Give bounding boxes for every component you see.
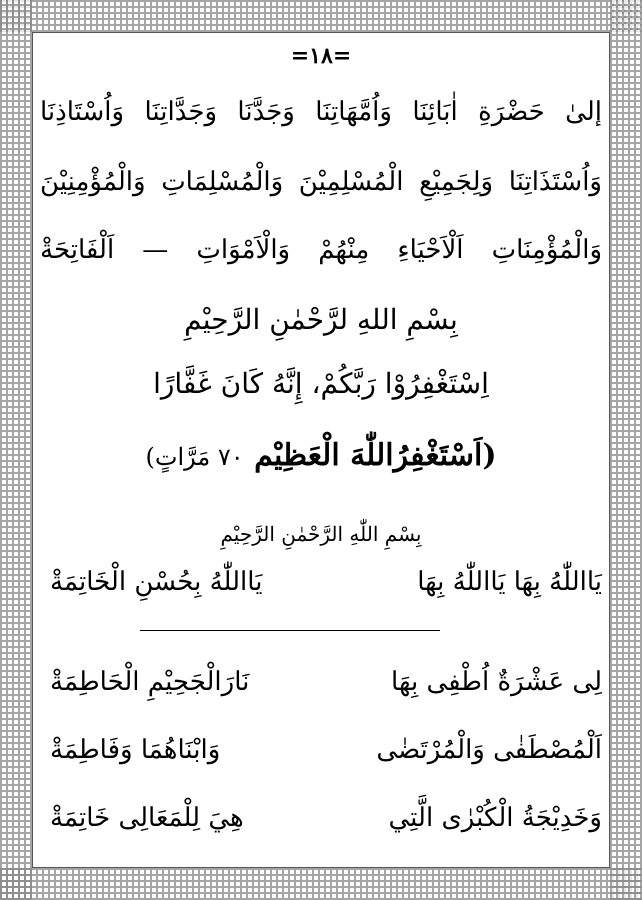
decorative-border-right bbox=[610, 0, 642, 900]
verse-2-first-half: اَلْمُصْطَفٰى وَالْمُرْتَضٰى bbox=[376, 735, 602, 765]
decorative-border-bottom bbox=[0, 868, 642, 900]
decorative-border-top bbox=[0, 0, 642, 32]
quran-verse: اِسْتَغْفِرُوْا رَبَّكُمْ، إِنَّهُ كَانَ غَفَّارًا bbox=[153, 367, 489, 400]
basmala-calligraphy: بِسْمِ اللّٰهِ الرَّحْمٰنِ الرَّحِيْمِ bbox=[220, 522, 422, 546]
text-line-3: وَالْمُؤْمِنَاتِ اَلْاَحْيَاءِ مِنْهُمْ وَالْاَمْوَاتِ — اَلْفَاتِحَةْ bbox=[40, 235, 602, 265]
poem-verse-2 bbox=[40, 728, 602, 772]
verse-3-first-half: وَخَدِيْجَةُ الْكُبْرٰى الَّتِي bbox=[388, 803, 602, 833]
poem-verse-3 bbox=[40, 796, 602, 840]
verse-3-second-half: هِيَ لِلْمَعَالِى خَاتِمَةْ bbox=[50, 803, 244, 833]
verse-2-second-half: وَابْنَاهُمَا وَفَاطِمَةْ bbox=[50, 735, 221, 765]
poem-verse-1 bbox=[40, 660, 602, 704]
poem-section bbox=[40, 34, 602, 864]
istighfar-text: (اَسْتَغْفِرُاللّٰهَ الْعَظِيْم bbox=[254, 438, 497, 473]
istighfar-count: ٧٠ مَرَّاتٍ) bbox=[145, 443, 244, 471]
basmala: بِسْمِ اللهِ لرَّحْمٰنِ الرَّحِيْمِ bbox=[184, 303, 458, 336]
dua-left: يَااللّٰهُ بِحُسْنِ الْخَاتِمَةْ bbox=[50, 567, 263, 597]
dua-right: يَااللّٰهُ بِهَا يَااللّٰهُ بِهَا bbox=[417, 567, 602, 597]
text-line-1: إلىٰ حَضْرَةِ اٰبَائِنَا وَاُمَّهَاتِنَا وَجَدَّنَا وَجَدَّاتِنَا وَاُسْتَاذِنَا bbox=[40, 97, 602, 127]
verse-1-first-half: لِى عَشْرَةٌ اُطْفِى بِهَا bbox=[391, 667, 602, 697]
text-line-2: وَاُسْتَذَاتِنَا وَلِجَمِيْعِ الْمُسْلِمِيْنَ وَالْمُسْلِمَاتِ وَالْمُؤْمِنِيْنَ bbox=[40, 167, 602, 197]
page-number: =١٨= bbox=[290, 43, 352, 69]
decorative-border-left bbox=[0, 0, 32, 900]
verse-1-second-half: نَارَالْجَحِيْمِ الْحَاطِمَةْ bbox=[50, 667, 250, 697]
